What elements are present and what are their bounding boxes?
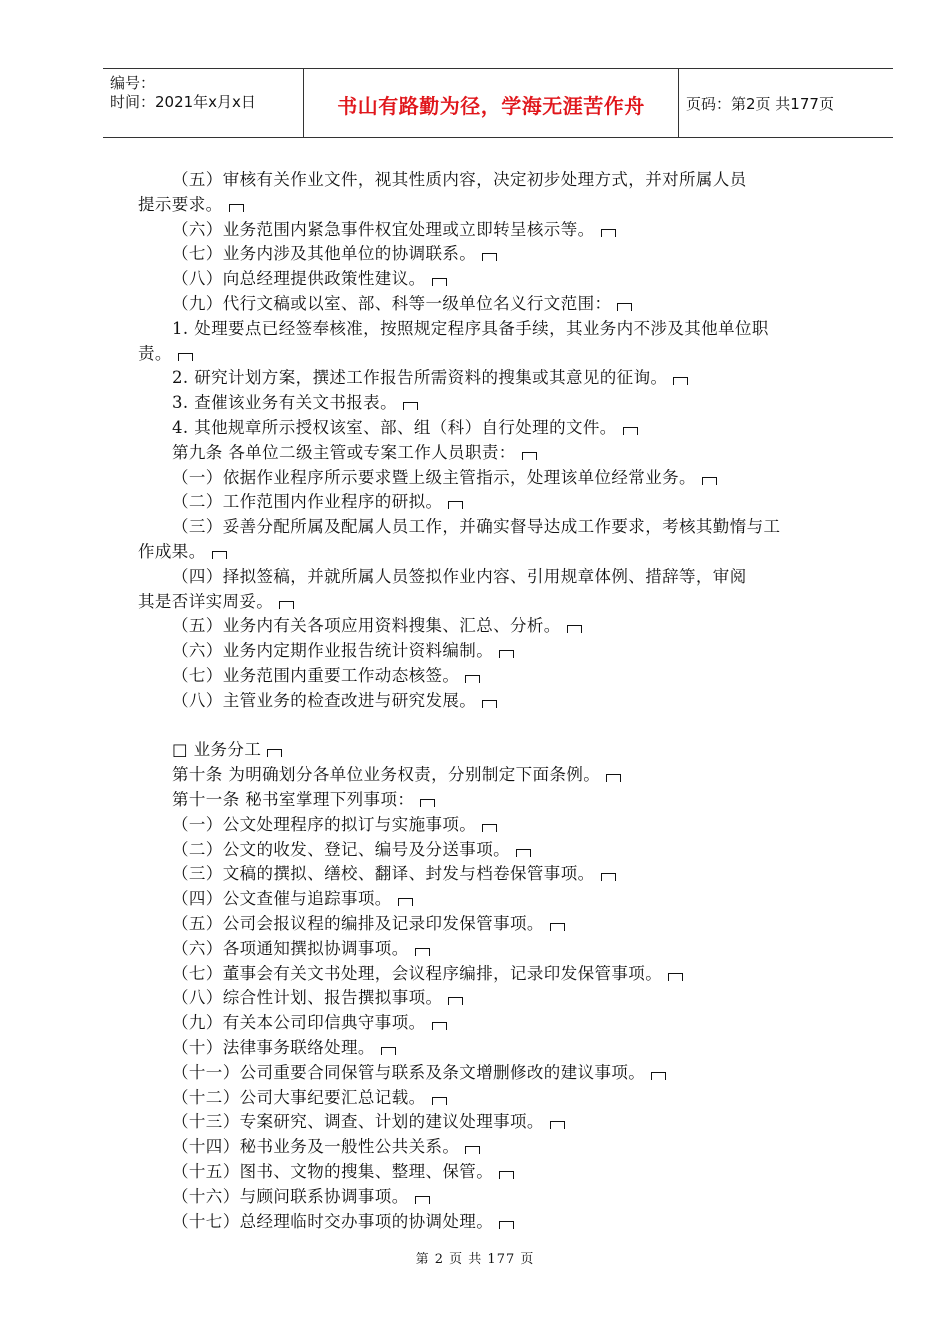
text-line [172, 1110, 565, 1134]
text-line [138, 342, 193, 366]
line-text: （一）公文处理程序的拟订与实施事项。 [172, 814, 477, 834]
line-text: （三）妥善分配所属及配属人员工作，并确实督导达成工作要求，考核其勤惰与工 [172, 517, 781, 537]
text-line [172, 292, 632, 316]
line-text: 4. 其他规章所示授权该室、部、组（科）自行处理的文件。 [172, 418, 617, 437]
paragraph-mark-icon [516, 849, 531, 857]
line-text: （七）董事会有关文书处理，会议程序编排，记录印发保管事项。 [172, 963, 663, 983]
line-text: 责。 [138, 343, 172, 363]
paragraph-mark-icon [465, 1146, 480, 1154]
paragraph-mark-icon [415, 1196, 430, 1204]
text-line [172, 689, 497, 713]
line-text: （六）业务内定期作业报告统计资料编制。 [172, 641, 494, 661]
paragraph-mark-icon [212, 551, 227, 559]
paragraph-mark-icon [229, 204, 244, 212]
line-text: （六）各项通知撰拟协调事项。 [172, 938, 409, 958]
text-line [138, 590, 294, 614]
line-text: （六）业务范围内紧急事件权宜处理或立即转呈核示等。 [172, 219, 595, 239]
line-text: 其是否详实周妥。 [138, 591, 274, 611]
paragraph-mark-icon [617, 303, 632, 311]
paragraph-mark-icon [482, 824, 497, 832]
line-text: （十六）与顾问联系协调事项。 [172, 1186, 409, 1206]
text-line [172, 441, 537, 465]
paragraph-mark-icon [398, 898, 413, 906]
text-line [172, 1086, 447, 1110]
paragraph-mark-icon [465, 675, 480, 683]
paragraph-mark-icon [601, 229, 616, 237]
paragraph-mark-icon [522, 452, 537, 460]
text-line [172, 1135, 480, 1159]
line-text: （七）业务范围内重要工作动态核签。 [172, 666, 460, 685]
line-text: （三）文稿的撰拟、缮校、翻译、封发与档卷保管事项。 [172, 864, 595, 884]
text-line [172, 1210, 514, 1234]
text-line [172, 1185, 430, 1209]
line-text: （十五）图书、文物的搜集、整理、保管。 [172, 1162, 494, 1181]
header-table [103, 68, 893, 138]
text-line [172, 813, 497, 837]
line-text: （十三）专案研究、调查、计划的建议处理事项。 [172, 1112, 544, 1132]
line-text: 2. 研究计划方案，撰述工作报告所需资料的搜集或其意见的征询。 [172, 368, 668, 388]
line-text: （十一）公司重要合同保管与联系及条文增删修改的建议事项。 [172, 1062, 646, 1082]
line-text: 1. 处理要点已经签奉核准，按照规定程序具备手续，其业务内不涉及其他单位职 [172, 318, 769, 338]
text-line [172, 838, 531, 862]
paragraph-mark-icon [432, 1097, 447, 1105]
text-line [172, 887, 413, 911]
paragraph-mark-icon [673, 377, 688, 385]
line-text: （九）有关本公司印信典守事项。 [172, 1013, 426, 1033]
number-label: 编号： [110, 74, 156, 92]
line-text: （八）综合性计划、报告撰拟事项。 [172, 988, 443, 1008]
paragraph-mark-icon [420, 799, 435, 807]
line-text: （五）公司会报议程的编排及记录印发保管事项。 [172, 914, 544, 933]
text-line [172, 912, 565, 936]
text-line [172, 1011, 447, 1035]
paragraph-mark-icon [651, 1072, 666, 1080]
text-line [172, 317, 769, 341]
text-line [172, 788, 435, 812]
line-text: （四）择拟签稿，并就所属人员签拟作业内容、引用规章体例、措辞等，审阅 [172, 566, 747, 586]
paragraph-mark-icon [448, 501, 463, 509]
text-line [172, 962, 683, 986]
paragraph-mark-icon [448, 997, 463, 1005]
text-line [172, 937, 430, 961]
text-line [172, 862, 616, 886]
paragraph-mark-icon [623, 427, 638, 435]
text-line [172, 639, 514, 663]
text-line [172, 763, 621, 787]
line-text: （十七）总经理临时交办事项的协调处理。 [172, 1211, 494, 1231]
paragraph-mark-icon [668, 973, 683, 981]
paragraph-mark-icon [178, 353, 193, 361]
header-motto-cell [303, 69, 679, 137]
line-text: （十二）公司大事纪要汇总记载。 [172, 1087, 426, 1107]
text-line [172, 738, 282, 762]
line-text: 3. 查催该业务有关文书报表。 [172, 393, 397, 413]
line-text: （八）向总经理提供政策性建议。 [172, 269, 426, 289]
paragraph-mark-icon [499, 1171, 514, 1179]
header-meta-cell [103, 69, 303, 137]
text-line [172, 614, 582, 638]
text-line [172, 366, 688, 390]
paragraph-mark-icon [550, 1121, 565, 1129]
text-line [138, 193, 244, 217]
paragraph-mark-icon [415, 948, 430, 956]
line-text: （十）法律事务联络处理。 [172, 1038, 375, 1057]
paragraph-mark-icon [499, 650, 514, 658]
text-line [172, 515, 780, 539]
paragraph-mark-icon [403, 402, 418, 410]
paragraph-mark-icon [606, 774, 621, 782]
paragraph-mark-icon [432, 1022, 447, 1030]
paragraph-mark-icon [550, 923, 565, 931]
date-label: 时间：2021年x月x日 [110, 93, 256, 111]
text-line [172, 565, 747, 589]
line-text: （五）业务内有关各项应用资料搜集、汇总、分析。 [172, 616, 561, 636]
line-text: （七）业务内涉及其他单位的协调联系。 [172, 244, 477, 264]
line-text: □ 业务分工 [172, 740, 262, 760]
paragraph-mark-icon [499, 1221, 514, 1229]
line-text: 第十一条 秘书室掌理下列事项： [172, 790, 415, 809]
text-line [172, 267, 447, 291]
text-line [172, 664, 480, 688]
paragraph-mark-icon [482, 253, 497, 261]
line-text: （八）主管业务的检查改进与研究发展。 [172, 690, 477, 710]
paragraph-mark-icon [381, 1047, 396, 1055]
line-text: （一）依据作业程序所示要求暨上级主管指示，处理该单位经常业务。 [172, 467, 696, 487]
line-text: （二）公文的收发、登记、编号及分送事项。 [172, 839, 510, 859]
paragraph-mark-icon [567, 625, 582, 633]
motto-text: 书山有路勤为径，学海无涯苦作舟 [337, 94, 645, 118]
line-text: （九）代行文稿或以室、部、科等一级单位名义行文范围： [172, 294, 612, 313]
paragraph-mark-icon [601, 873, 616, 881]
text-line [172, 490, 463, 514]
line-text: （二）工作范围内作业程序的研拟。 [172, 492, 443, 512]
paragraph-mark-icon [482, 700, 497, 708]
text-line [172, 218, 616, 242]
text-line [172, 1061, 666, 1085]
header-page-cell [678, 69, 893, 137]
line-text: 作成果。 [138, 542, 206, 561]
line-text: （十四）秘书业务及一般性公共关系。 [172, 1137, 460, 1157]
text-line [172, 168, 747, 192]
text-line [138, 540, 227, 564]
line-text: （五）审核有关作业文件，视其性质内容，决定初步处理方式，并对所属人员 [172, 170, 747, 189]
line-text: 第十条 为明确划分各单位业务权责，分别制定下面条例。 [172, 765, 601, 785]
text-line [172, 466, 717, 490]
text-line [172, 1160, 514, 1184]
text-line [172, 416, 638, 440]
text-line [172, 986, 463, 1010]
page-footer: 第 2 页 共 177 页 [415, 1252, 535, 1267]
text-line [172, 242, 497, 266]
paragraph-mark-icon [279, 601, 294, 609]
text-line [172, 1036, 396, 1060]
paragraph-mark-icon [432, 278, 447, 286]
line-text: 提示要求。 [138, 194, 223, 214]
page-label: 页码：第2页 共177页 [686, 95, 834, 113]
text-line [172, 391, 418, 415]
paragraph-mark-icon [267, 749, 282, 757]
line-text: 第九条 各单位二级主管或专案工作人员职责： [172, 442, 516, 462]
line-text: （四）公文查催与追踪事项。 [172, 889, 392, 909]
paragraph-mark-icon [702, 477, 717, 485]
